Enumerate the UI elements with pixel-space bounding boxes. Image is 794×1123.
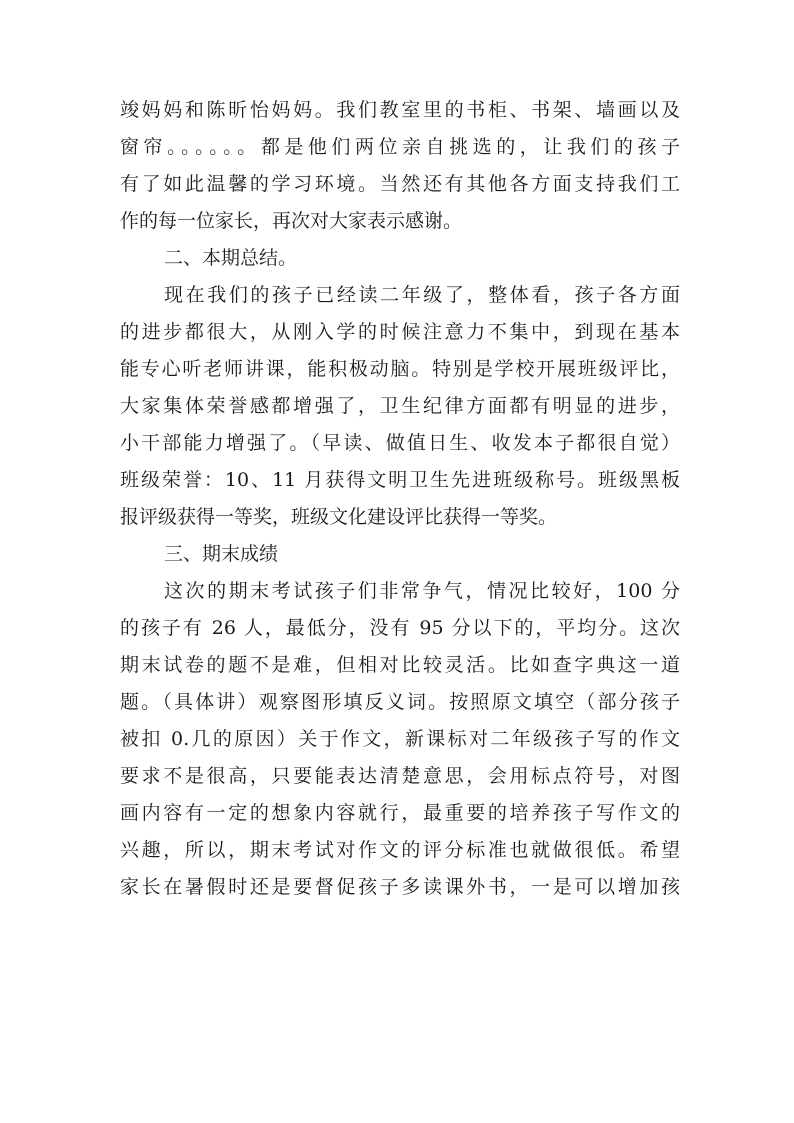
text-line: 画内容有一定的想象内容就行，最重要的培养孩子写作文的 (120, 802, 680, 824)
text-line: 家长在暑假时还是要督促孩子多读课外书，一是可以增加孩 (120, 876, 680, 898)
text-line: 的进步都很大，从刚入学的时候注意力不集中，到现在基本 (120, 321, 680, 343)
text-line: 作的每一位家长，再次对大家表示感谢。 (120, 210, 463, 232)
text-line: 题。（具体讲）观察图形填反义词。按照原文填空（部分孩子 (120, 691, 680, 713)
text-line: 竣妈妈和陈昕怡妈妈。我们教室里的书柜、书架、墙画以及 (120, 99, 680, 121)
text-line: 报评级获得一等奖，班级文化建设评比获得一等奖。 (120, 506, 558, 528)
paragraph-start-line: 二、本期总结。 (164, 247, 298, 269)
text-line: 期末试卷的题不是难，但相对比较灵活。比如查字典这一道 (120, 654, 680, 676)
text-line: 兴趣，所以，期末考试对作文的评分标准也就做很低。希望 (120, 839, 680, 861)
paragraph-start-line: 三、期末成绩 (164, 543, 279, 565)
text-line: 的孩子有 26 人，最低分，没有 95 分以下的，平均分。这次 (120, 617, 680, 639)
text-line: 小干部能力增强了。（早读、做值日生、收发本子都很自觉） (120, 432, 680, 454)
text-line: 窗帘。。。。。。都是他们两位亲自挑选的，让我们的孩子 (120, 136, 680, 158)
text-line: 有了如此温馨的学习环境。当然还有其他各方面支持我们工 (120, 173, 680, 195)
text-line: 能专心听老师讲课，能积极动脑。特别是学校开展班级评比， (120, 358, 680, 380)
paragraph-start-line: 这次的期末考试孩子们非常争气，情况比较好，100 分 (164, 580, 680, 602)
paragraph-start-line: 现在我们的孩子已经读二年级了，整体看，孩子各方面 (164, 284, 680, 306)
text-line: 大家集体荣誉感都增强了，卫生纪律方面都有明显的进步， (120, 395, 680, 417)
text-line: 被扣 0.几的原因）关于作文，新课标对二年级孩子写的作文 (120, 728, 680, 750)
text-line: 要求不是很高，只要能表达清楚意思，会用标点符号，对图 (120, 765, 680, 787)
document-body (120, 92, 680, 906)
text-line: 班级荣誉：10、11 月获得文明卫生先进班级称号。班级黑板 (120, 469, 680, 491)
